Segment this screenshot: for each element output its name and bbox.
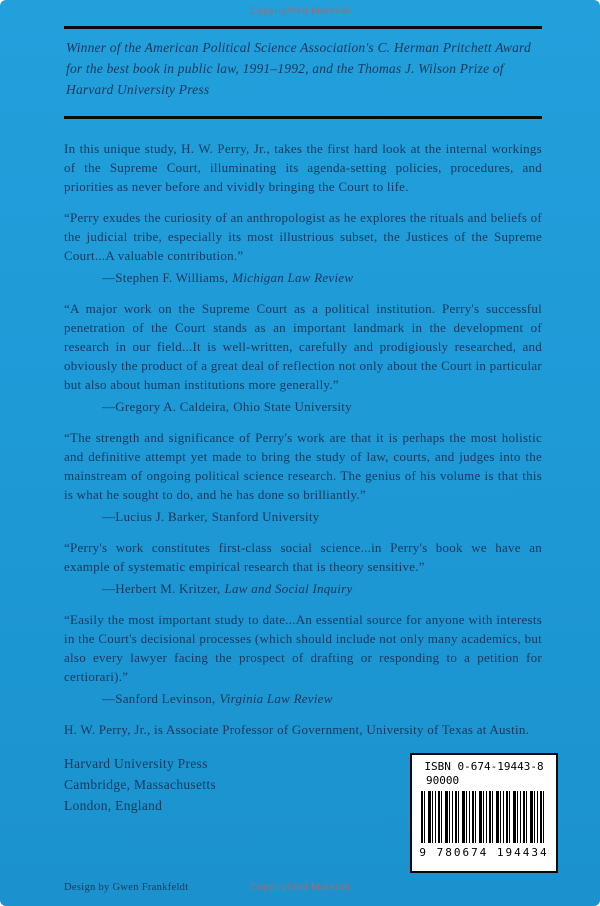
review-quote-1: [64, 208, 542, 287]
attribution-name: —Gregory A. Caldeira,: [102, 399, 230, 414]
copyright-notice-bottom: Copyrighted Material: [249, 882, 351, 893]
quote-text: “Easily the most important study to date...An essential source for anyone with interests in the Court's decisional processes (which should include not only many academics, but also every lawyer facing the prospect of drafting or responding to a petition for certiorari).”: [64, 612, 542, 684]
publisher-city-2: London, England: [64, 798, 163, 813]
barcode-price-code: 90000: [426, 774, 460, 787]
copyright-notice-top: Copyrighted Material: [249, 6, 351, 17]
isbn-number: ISBN 0-674-19443-8: [424, 760, 544, 773]
attribution-source: Michigan Law Review: [232, 270, 354, 285]
author-bio: H. W. Perry, Jr., is Associate Professor of Government, University of Texas at Austin.: [64, 722, 530, 737]
attribution-name: —Sanford Levinson,: [102, 691, 216, 706]
quote-text: “A major work on the Supreme Court as a political institution. Perry's successful penetration of the Court stands as an important landmark in the development of research in our field...It is well-written, carefully and prodigiously researched, and obviously the product of a great deal of reflection not only about the Court in particular but also about human institutions more generally.”: [64, 301, 542, 392]
barcode-panel: [410, 753, 558, 873]
attribution-name: —Lucius J. Barker,: [102, 509, 208, 524]
intro-paragraph: In this unique study, H. W. Perry, Jr., takes the first hard look at the internal workings of the Supreme Court, illuminating its agenda-setting policies, procedures, and priorities as never before and vividly bringing the Court to life.: [64, 141, 542, 194]
divider-below-award: [64, 116, 542, 119]
attribution-source: Stanford University: [211, 509, 320, 524]
review-quote-5: [64, 610, 542, 708]
quote-text: “Perry exudes the curiosity of an anthropologist as he explores the rituals and beliefs of the judicial tribe, especially its most illustrious subset, the Justices of the Supreme Court...A valuable contribution.”: [64, 210, 542, 263]
quote-attribution: [64, 579, 542, 598]
quote-attribution: [64, 507, 542, 526]
review-quote-2: [64, 299, 542, 416]
attribution-name: —Herbert M. Kritzer,: [102, 581, 221, 596]
cover-content: [0, 26, 600, 816]
quote-text: “The strength and significance of Perry's work are that it is perhaps the most holistic and definitive attempt yet made to bring the study of law, courts, and judges into the mainstream of ongoing political science research. The genius of his volume is that this is what he sought to do, and he has done so brilliantly.”: [64, 430, 542, 502]
review-quote-3: [64, 428, 542, 526]
design-credit: Design by Gwen Frankfeldt: [64, 882, 189, 893]
barcode-icon: [421, 791, 547, 843]
attribution-source: Law and Social Inquiry: [224, 581, 353, 596]
review-quote-4: [64, 538, 542, 598]
ean-number: 9 780674 194434: [419, 846, 549, 859]
quote-attribution: [64, 397, 542, 416]
quote-attribution: [64, 268, 542, 287]
publisher-city-1: Cambridge, Massachusetts: [64, 777, 216, 792]
award-text: Winner of the American Political Science Association's C. Herman Pritchett Award for the best book in public law, 1991–1992, and the Thomas J. Wilson Prize of Harvard University Press: [66, 40, 531, 97]
quote-attribution: [64, 689, 542, 708]
attribution-name: —Stephen F. Williams,: [102, 270, 229, 285]
quote-text: “Perry's work constitutes first-class social science...in Perry's book we have an example of systematic empirical research that is theory sensitive.”: [64, 540, 542, 574]
publisher-name: Harvard University Press: [64, 756, 208, 771]
attribution-source: Ohio State University: [233, 399, 352, 414]
attribution-source: Virginia Law Review: [219, 691, 333, 706]
